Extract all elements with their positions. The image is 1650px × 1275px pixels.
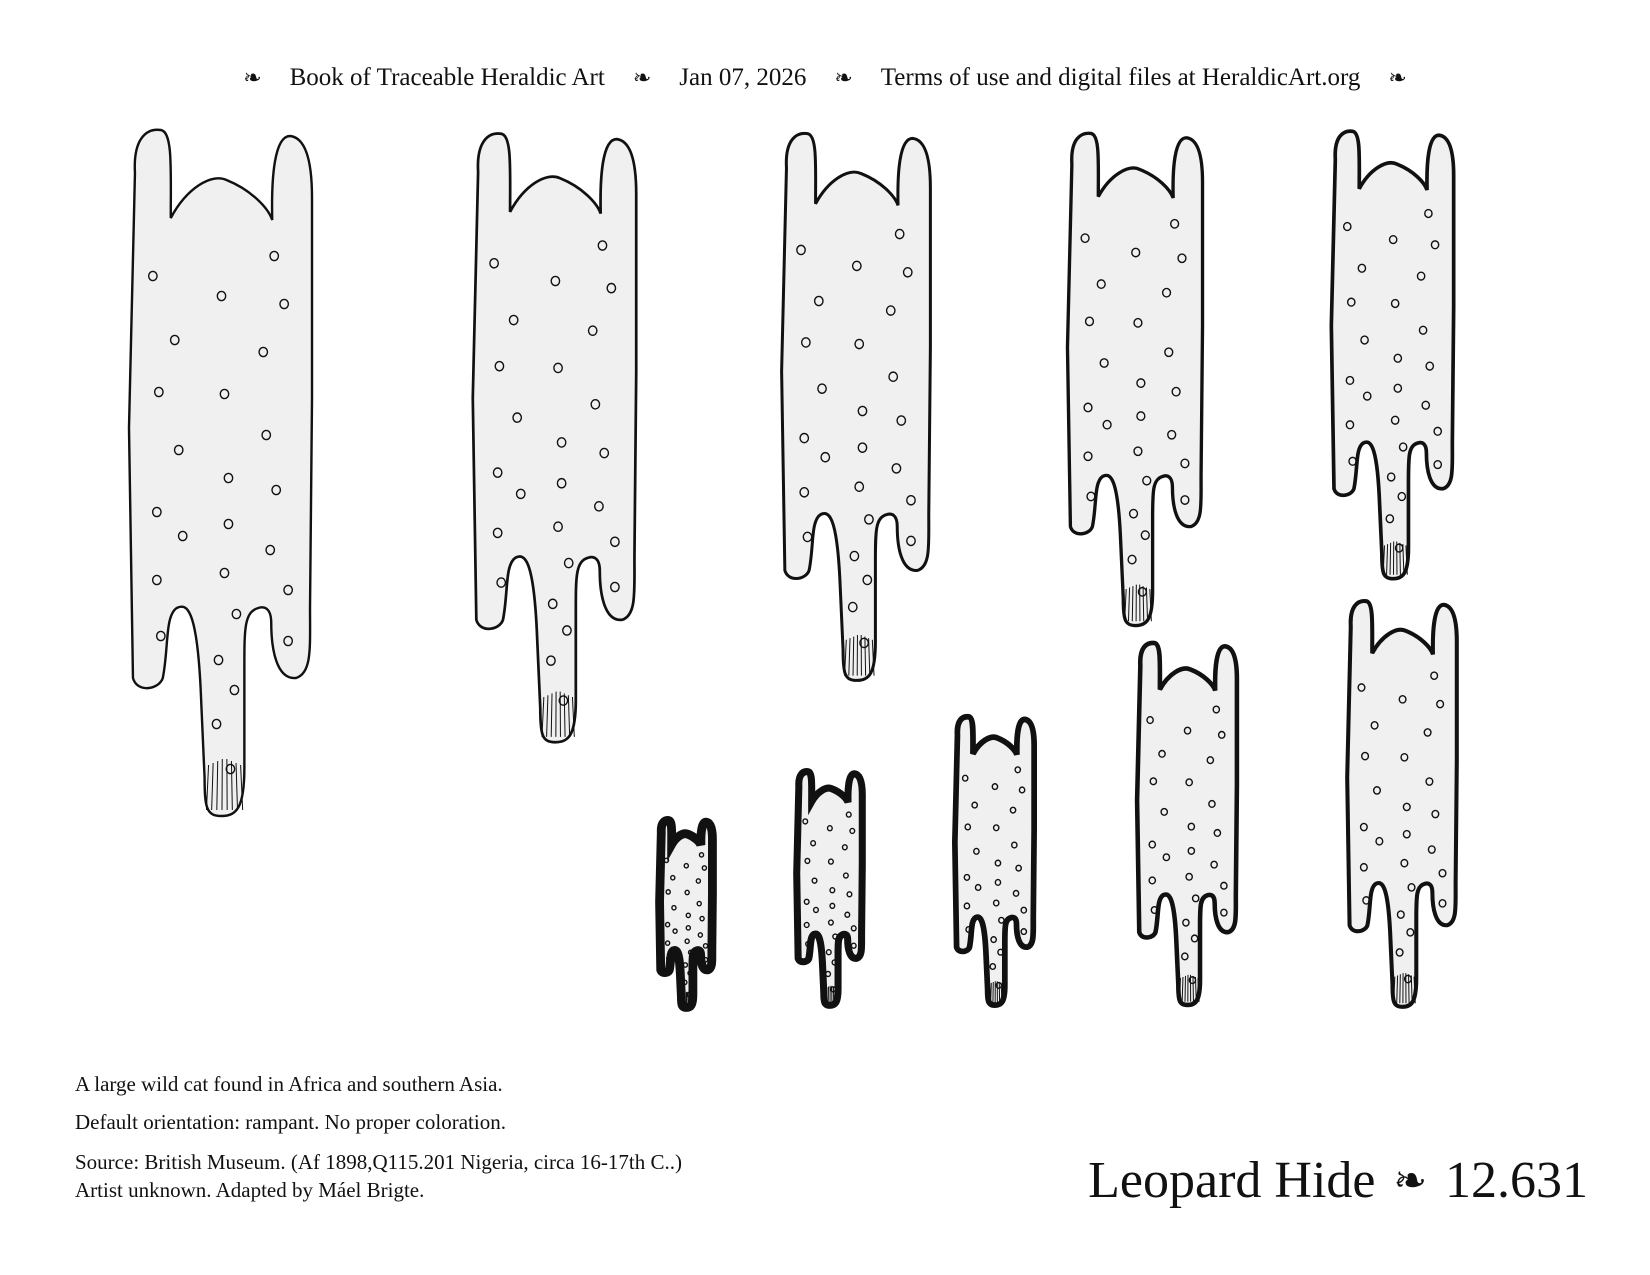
terms-link[interactable]: Terms of use and digital files at HeraldicArt.org xyxy=(880,64,1361,91)
leopard-hide-5 xyxy=(1331,131,1453,579)
leopard-hide-3 xyxy=(782,133,931,680)
description-line-2: Default orientation: rampant. No proper coloration. xyxy=(75,1110,506,1134)
tail-tip-line xyxy=(1390,543,1391,575)
book-title: Book of Traceable Heraldic Art xyxy=(289,64,605,91)
date: Jan 07, 2026 xyxy=(679,64,807,91)
tail-tip-line xyxy=(682,994,683,1006)
tail-tip-line xyxy=(692,994,693,1006)
charge-name: Leopard Hide xyxy=(1088,1151,1376,1209)
hide-outline xyxy=(1331,131,1453,579)
hide-outline xyxy=(129,130,312,816)
fleuron-ornament: ❧ xyxy=(834,65,853,90)
leopard-hide-8 xyxy=(955,717,1034,1005)
fleuron-ornament: ❧ xyxy=(243,65,262,90)
leopard-hide-1 xyxy=(129,130,312,816)
tail-tip-line xyxy=(1400,974,1401,1003)
hide-outline xyxy=(955,717,1034,1005)
leopard-hide-10 xyxy=(660,820,713,1007)
tail-tip-line xyxy=(1132,586,1133,621)
fleuron-ornament: ❧ xyxy=(1388,65,1407,90)
hide-outline xyxy=(473,134,636,743)
charge-title xyxy=(1088,1150,1588,1210)
fleuron-ornament: ❧ xyxy=(1393,1157,1427,1203)
leopard-hide-4 xyxy=(1067,133,1202,625)
leopard-hide-7 xyxy=(1137,643,1237,1005)
tail-tip-line xyxy=(1409,974,1410,1003)
description-line-4: Artist unknown. Adapted by Máel Brigte. xyxy=(75,1178,425,1202)
description-line-3: Source: British Museum. (Af 1898,Q115.201 Nigeria, circa 16-17th C..) xyxy=(75,1150,682,1174)
tail-tip-line xyxy=(1143,586,1144,621)
hide-outline xyxy=(782,133,931,680)
tail-tip-line xyxy=(835,987,836,1003)
hide-outline xyxy=(1067,133,1202,625)
leopard-hide-9 xyxy=(797,772,863,1006)
hide-outline xyxy=(797,772,863,1006)
tail-tip-line xyxy=(826,987,827,1003)
charge-number: 12.631 xyxy=(1445,1151,1588,1209)
leopard-hide-2 xyxy=(473,134,636,743)
tail-tip-line xyxy=(991,983,992,1003)
fleuron-ornament: ❧ xyxy=(632,65,652,90)
hide-outline xyxy=(1347,601,1457,1007)
tail-tip-line xyxy=(1001,983,1002,1003)
description-line-1: A large wild cat found in Africa and southern Asia. xyxy=(75,1072,503,1096)
leopard-hide-6 xyxy=(1347,601,1457,1007)
hide-outline xyxy=(1137,643,1237,1005)
tail-tip-line xyxy=(1400,543,1401,575)
